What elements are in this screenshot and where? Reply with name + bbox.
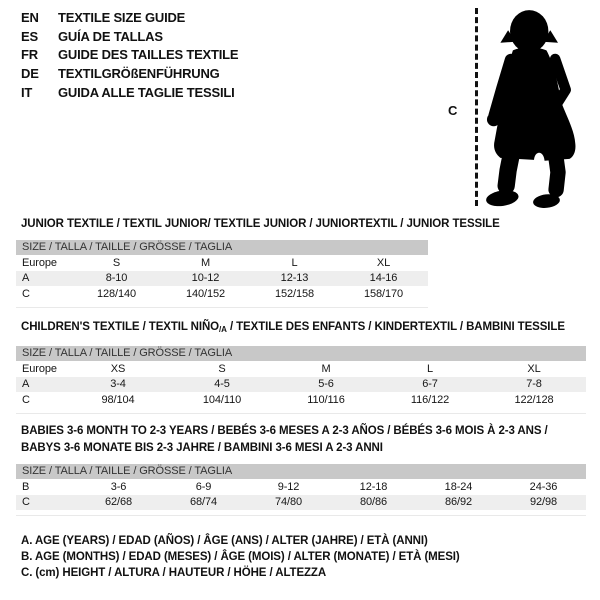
language-code: DE (21, 66, 39, 82)
height-measure-line (475, 8, 478, 206)
size-cell: XS (110, 362, 126, 375)
size-cell: 140/152 (185, 287, 226, 300)
language-code: FR (21, 47, 38, 63)
size-cell: 12-18 (359, 480, 388, 493)
language-label: TEXTILE SIZE GUIDE (58, 10, 186, 25)
language-row-fr (21, 46, 238, 65)
toddler-silhouette-icon (486, 7, 582, 209)
language-code: EN (21, 10, 39, 25)
row-label: C (22, 287, 30, 300)
language-label: GUIDA ALLE TAGLIE TESSILI (58, 84, 235, 100)
size-cell: 116/122 (410, 393, 450, 406)
legend-line-a: A. AGE (YEARS) / EDAD (AÑOS) / ÂGE (ANS) / ALTER (JAHRE) / ETÀ (ANNI) (21, 535, 428, 547)
row-label: A (22, 272, 30, 285)
row-label: Europe (22, 256, 57, 269)
size-cell: 8-10 (105, 272, 128, 285)
size-cell: XL (376, 256, 391, 269)
language-row-en (21, 9, 238, 28)
table-bottom-rule (16, 413, 586, 414)
size-cell: 14-16 (369, 272, 398, 285)
title-line: BABYS 3-6 MONATE BIS 2-3 JAHRE / BAMBINI 3-6 MESI A 2-3 ANNI (21, 442, 383, 454)
size-cell: 86/92 (444, 496, 473, 509)
table-row (16, 255, 428, 271)
size-cell: 152/158 (274, 287, 315, 300)
size-cell: L (291, 256, 298, 269)
language-guide-list (21, 9, 238, 102)
size-cell: 18-24 (444, 480, 473, 493)
table-row (16, 495, 586, 511)
language-label: TEXTILGRÖßENFÜHRUNG (58, 66, 220, 82)
row-label: C (22, 393, 30, 406)
section-title-children (21, 319, 565, 338)
children-size-table (16, 346, 586, 414)
language-code: ES (21, 28, 38, 44)
title-text: / TEXTILE DES ENFANTS / KINDERTEXTIL / BAMBINI TESSILE (226, 321, 565, 333)
row-label: Europe (22, 362, 57, 375)
table-row (16, 286, 428, 302)
size-header-bar: SIZE / TALLA / TAILLE / GRÖSSE / TAGLIA (16, 464, 586, 479)
size-cell: S (112, 256, 121, 269)
table-row (16, 361, 586, 377)
row-label: B (22, 480, 30, 493)
size-cell: 6-7 (422, 378, 438, 391)
size-cell: 92/98 (529, 496, 558, 509)
size-cell: L (426, 362, 434, 375)
junior-size-table (16, 240, 428, 308)
size-cell: 9-12 (277, 480, 300, 493)
size-header-bar: SIZE / TALLA / TAILLE / GRÖSSE / TAGLIA (16, 240, 428, 255)
measurement-figure (440, 0, 600, 220)
language-row-es (21, 28, 238, 47)
table-bottom-rule (16, 307, 428, 308)
size-cell: 158/170 (363, 287, 404, 300)
row-label: C (22, 496, 30, 509)
size-cell: 74/80 (274, 496, 303, 509)
legend-line-b: B. AGE (MONTHS) / EDAD (MESES) / ÂGE (MOIS) / ALTER (MONATE) / ETÀ (MESI) (21, 551, 460, 563)
size-cell: 68/74 (189, 496, 218, 509)
size-cell: 62/68 (104, 496, 133, 509)
size-cell: 7-8 (526, 378, 542, 391)
size-cell: 6-9 (195, 480, 212, 493)
size-cell: XL (527, 362, 541, 375)
measurement-legend (21, 533, 460, 581)
size-cell: 104/110 (202, 393, 242, 406)
size-cell: 80/86 (359, 496, 388, 509)
babies-size-table (16, 464, 586, 516)
size-cell: 3-4 (110, 378, 126, 391)
size-cell: 128/140 (96, 287, 137, 300)
language-row-it (21, 84, 238, 103)
size-cell: S (218, 362, 226, 375)
language-row-de (21, 65, 238, 84)
size-cell: 110/116 (307, 393, 345, 406)
table-row (16, 271, 428, 287)
size-cell: M (321, 362, 331, 375)
section-title-babies (21, 423, 548, 457)
language-label: GUIDE DES TAILLES TEXTILE (58, 47, 239, 63)
language-label: GUÍA DE TALLAS (58, 28, 163, 44)
size-cell: M (200, 256, 211, 269)
size-cell: 3-6 (110, 480, 127, 493)
section-title-junior: JUNIOR TEXTILE / TEXTIL JUNIOR/ TEXTILE JUNIOR / JUNIORTEXTIL / JUNIOR TESSILE (21, 218, 500, 230)
language-code: IT (21, 84, 33, 100)
size-cell: 98/104 (101, 393, 135, 406)
size-cell: 10-12 (191, 272, 220, 285)
size-cell: 12-13 (280, 272, 309, 285)
size-cell: 4-5 (214, 378, 230, 391)
table-row (16, 479, 586, 495)
size-cell: 122/128 (514, 393, 554, 406)
table-row (16, 377, 586, 393)
size-cell: 5-6 (318, 378, 334, 391)
size-cell: 24-36 (529, 480, 558, 493)
title-text: CHILDREN'S TEXTILE / TEXTIL NIÑO (21, 321, 220, 333)
table-bottom-rule (16, 515, 586, 516)
title-line: BABIES 3-6 MONTH TO 2-3 YEARS / BEBÉS 3-6 MESES A 2-3 AÑOS / BÉBÉS 3-6 MOIS À 2-3 ANS / (21, 425, 548, 437)
title-subscript: /A (219, 325, 227, 334)
height-marker-label: C (448, 103, 458, 118)
table-row (16, 392, 586, 408)
size-header-bar: SIZE / TALLA / TAILLE / GRÖSSE / TAGLIA (16, 346, 586, 361)
row-label: A (22, 378, 30, 391)
legend-line-c: C. (cm) HEIGHT / ALTURA / HAUTEUR / HÖHE / ALTEZZA (21, 567, 327, 579)
